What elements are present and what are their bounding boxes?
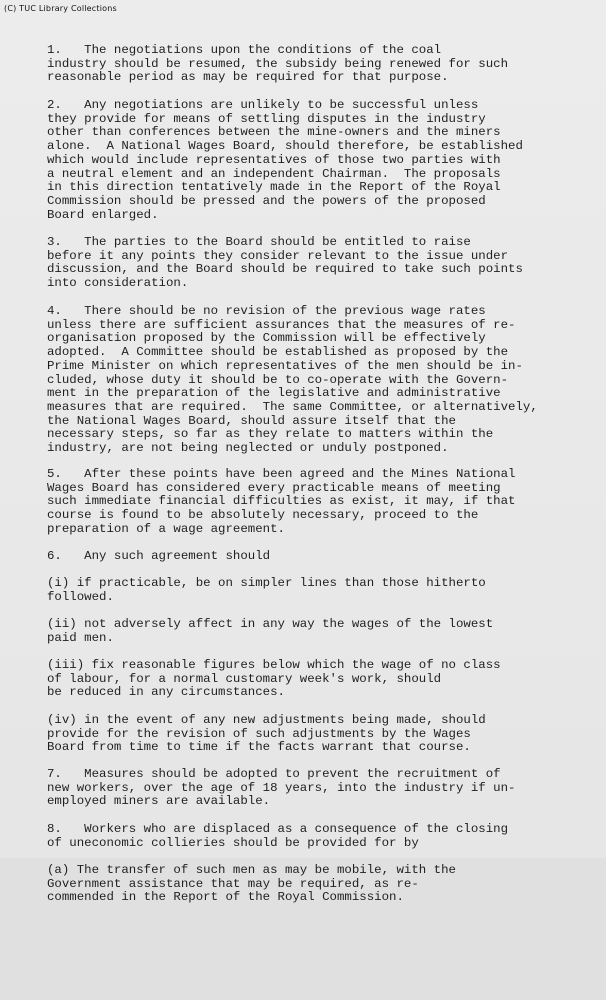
text-line: 3. The parties to the Board should be entitled to raise xyxy=(47,235,471,249)
text-line: Commission should be pressed and the powers of the proposed xyxy=(47,193,486,208)
text-line: a neutral element and an independent Chairman. The proposals xyxy=(47,166,501,181)
text-line: industry, are not being neglected or unduly postponed. xyxy=(47,441,449,456)
text-line: reasonable period as may be required for that purpose. xyxy=(47,70,449,85)
text-line: the National Wages Board, should assure itself that the xyxy=(47,413,456,428)
text-line: provide for the revision of such adjustments by the Wages xyxy=(47,726,471,741)
text-line: 8. Workers who are displaced as a consequence of the closing xyxy=(47,822,509,836)
text-line: (iv) in the event of any new adjustments being made, should xyxy=(47,713,486,727)
paragraph xyxy=(47,618,493,645)
paragraph xyxy=(47,864,456,905)
paragraph xyxy=(47,236,523,291)
text-line: measures that are required. The same Committee, or alternatively, xyxy=(47,399,538,414)
text-line: cluded, whose duty it should be to co-operate with the Govern- xyxy=(47,372,509,387)
text-line: 5. After these points have been agreed and the Mines National xyxy=(47,467,516,481)
text-line: be reduced in any circumstances. xyxy=(47,685,285,700)
text-line: Board from time to time if the facts warrant that course. xyxy=(47,740,471,755)
text-line: new workers, over the age of 18 years, into the industry if un- xyxy=(47,780,516,795)
text-line: industry should be resumed, the subsidy being renewed for such xyxy=(47,56,509,71)
text-line: of labour, for a normal customary week's work, should xyxy=(47,671,442,686)
text-line: 1. The negotiations upon the conditions of the coal xyxy=(47,43,442,57)
text-line: in this direction tentatively made in the Report of the Royal xyxy=(47,180,501,195)
paragraph xyxy=(47,768,515,809)
paragraph xyxy=(47,44,508,85)
paragraph xyxy=(47,468,515,537)
text-line: preparation of a wage agreement. xyxy=(47,521,285,536)
text-line: organisation proposed by the Commission will be effectively xyxy=(47,331,486,346)
text-line: Prime Minister on which representatives of the men should be in- xyxy=(47,358,523,373)
text-line: (a) The transfer of such men as may be mobile, with the xyxy=(47,863,456,877)
text-line: (ii) not adversely affect in any way the wages of the lowest xyxy=(47,617,494,631)
text-line: (iii) fix reasonable figures below which the wage of no class xyxy=(47,658,501,672)
paragraph xyxy=(47,823,508,850)
text-line: 6. Any such agreement should xyxy=(47,549,271,563)
text-line: such immediate financial difficulties as exist, it may, if that xyxy=(47,494,516,509)
text-line: Wages Board has considered every practicable means of meeting xyxy=(47,480,501,495)
text-line: Government assistance that may be required, as re- xyxy=(47,876,419,891)
text-line: followed. xyxy=(47,589,114,604)
text-line: before it any points they consider relevant to the issue under xyxy=(47,248,509,263)
paragraph xyxy=(47,550,270,564)
text-line: which would include representatives of those two parties with xyxy=(47,152,501,167)
text-line: necessary steps, so far as they relate to matters within the xyxy=(47,427,494,442)
paragraph xyxy=(47,659,501,700)
text-line: commended in the Report of the Royal Commission. xyxy=(47,890,404,905)
text-line: Board enlarged. xyxy=(47,207,159,222)
text-line: ment in the preparation of the legislative and administrative xyxy=(47,386,501,401)
copyright-notice: (C) TUC Library Collections xyxy=(4,4,117,13)
text-line: 4. There should be no revision of the previous wage rates xyxy=(47,304,486,318)
text-line: into consideration. xyxy=(47,276,189,291)
paragraph xyxy=(47,577,486,604)
text-line: adopted. A Committee should be established as proposed by the xyxy=(47,345,509,360)
text-line: course is found to be absolutely necessary, proceed to the xyxy=(47,508,479,523)
text-line: discussion, and the Board should be required to take such points xyxy=(47,262,523,277)
text-line: 2. Any negotiations are unlikely to be successful unless xyxy=(47,98,479,112)
text-line: of uneconomic collieries should be provided for by xyxy=(47,835,419,850)
text-line: alone. A National Wages Board, should therefore, be established xyxy=(47,139,523,154)
text-line: unless there are sufficient assurances that the measures of re- xyxy=(47,317,516,332)
text-line: 7. Measures should be adopted to prevent the recruitment of xyxy=(47,767,501,781)
text-line: employed miners are available. xyxy=(47,794,271,809)
paragraph xyxy=(47,714,486,755)
paragraph xyxy=(47,305,538,456)
text-line: other than conferences between the mine-owners and the miners xyxy=(47,125,501,140)
text-line: (i) if practicable, be on simpler lines than those hitherto xyxy=(47,576,486,590)
paragraph xyxy=(47,99,523,222)
text-line: paid men. xyxy=(47,630,114,645)
text-line: they provide for means of settling disputes in the industry xyxy=(47,111,486,126)
